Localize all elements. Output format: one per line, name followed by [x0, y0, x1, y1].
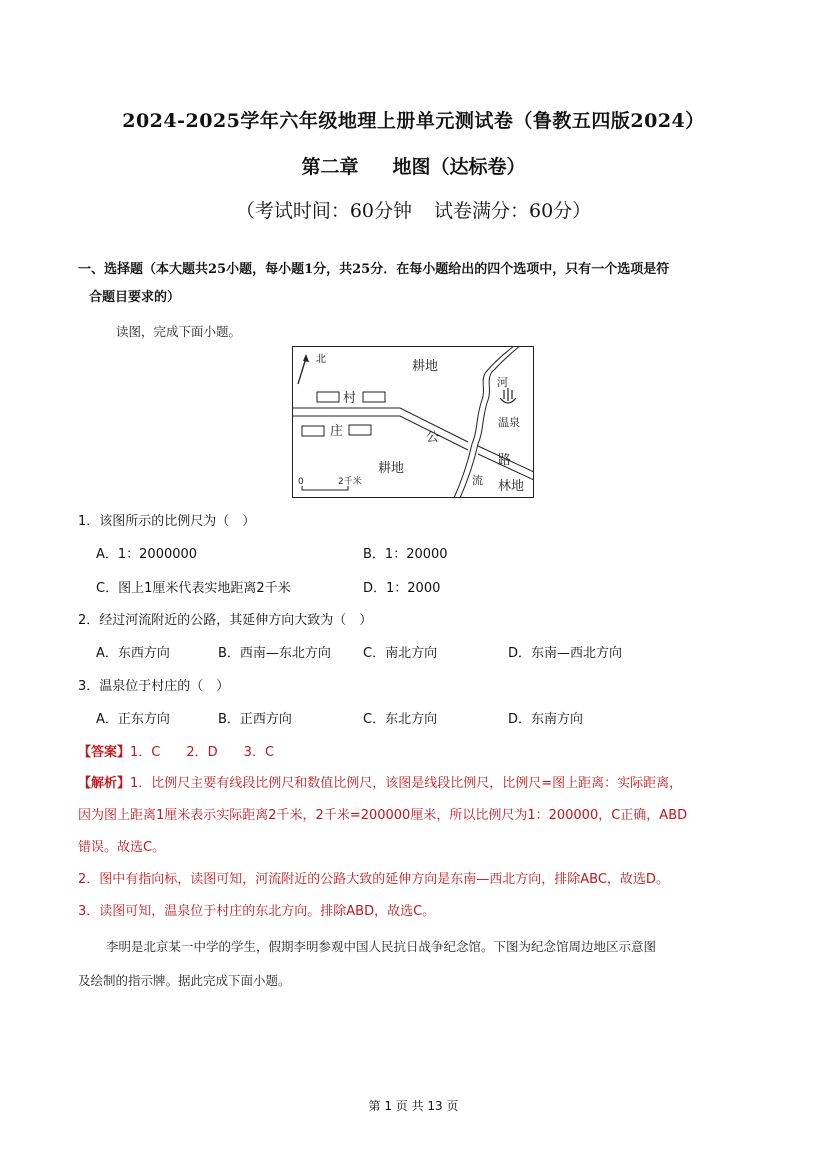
answer-label: 【答案】 — [78, 745, 131, 760]
page-footer: 第 1 页 共 13 页 — [368, 1099, 459, 1113]
section-heading-line2: 合题目要求的） — [89, 290, 181, 305]
scale-distance-label: 2千米 — [338, 477, 362, 487]
analysis-line-5: 3．读图可知，温泉位于村庄的东北方向。排除ABD，故选C。 — [78, 904, 436, 919]
village-house-4 — [349, 425, 371, 435]
question-3: 3．温泉位于村庄的（ ） — [78, 679, 230, 694]
q1-option-a: A．1：2000000 — [96, 547, 198, 562]
north-label: 北 — [316, 354, 326, 365]
scale-zero-label: 0 — [298, 477, 304, 487]
exam-score: 试卷满分：60分） — [434, 200, 592, 222]
village-house-3 — [302, 426, 324, 436]
exam-time: （考试时间：60分钟 — [235, 200, 412, 222]
answer-line — [78, 741, 274, 760]
analysis-label: 【解析】 — [78, 776, 131, 791]
map-label-village-2: 庄 — [330, 424, 344, 439]
next-intro-line-1: 李明是北京某一中学的学生，假期李明参观中国人民抗日战争纪念馆。下图为纪念馆周边地区示意图 — [106, 939, 657, 954]
map-label-farmland-top: 耕地 — [412, 359, 439, 374]
q2-option-c: C．南北方向 — [363, 646, 438, 661]
q1-option-b: B．1：20000 — [363, 547, 448, 562]
next-intro-line-2: 及绘制的指示牌。据此完成下面小题。 — [78, 973, 291, 988]
analysis-line-4: 2．图中有指向标，读图可知，河流附近的公路大致的延伸方向是东南—西北方向，排除ABC，故选D。 — [78, 872, 669, 887]
q2-option-d: D．东南—西北方向 — [508, 646, 623, 661]
answer-1: 1．C — [130, 745, 161, 760]
chapter-title — [0, 152, 827, 179]
q3-option-c: C．东北方向 — [363, 712, 438, 727]
village-house-1 — [317, 392, 339, 402]
analysis-line-2: 因为图上距离1厘米表示实际距离2千米，2千米=200000厘米，所以比例尺为1：200000，C正确，ABD — [78, 808, 688, 823]
village-map — [292, 346, 534, 498]
analysis-text-1: 1．比例尺主要有线段比例尺和数值比例尺，该图是线段比例尺，比例尺=图上距离：实际距离， — [130, 776, 683, 791]
map-label-village: 村 — [343, 391, 357, 406]
intro-text: 读图，完成下面小题。 — [116, 324, 242, 339]
exam-info — [0, 196, 827, 223]
question-1: 1．该图所示的比例尺为（ ） — [78, 514, 256, 529]
q2-option-b: B．西南—东北方向 — [218, 646, 331, 661]
map-label-forest: 林地 — [498, 479, 525, 494]
map-label-road: 公 — [426, 430, 440, 445]
q2-option-a: A．东西方向 — [96, 646, 170, 661]
answer-3: 3．C — [243, 745, 275, 760]
map-label-road-2: 路 — [498, 453, 512, 468]
q3-option-d: D．东南方向 — [508, 712, 584, 727]
q1-option-d: D．1：2000 — [363, 581, 441, 596]
map-label-river-2: 流 — [472, 474, 483, 487]
answer-2: 2．D — [186, 745, 218, 760]
chapter-number: 第二章 — [301, 156, 359, 178]
section-heading-line1: 一、选择题（本大题共25小题，每小题1分，共25分．在每小题给出的四个选项中，只有一个选项是符 — [78, 262, 670, 277]
q3-option-b: B．正西方向 — [218, 712, 292, 727]
analysis-line-3: 错误。故选C。 — [78, 840, 166, 855]
map-label-hot-spring: 温泉 — [498, 416, 520, 429]
next-intro — [78, 930, 758, 998]
question-2: 2．经过河流附近的公路，其延伸方向大致为（ ） — [78, 613, 373, 628]
chapter-name: 地图（达标卷） — [392, 156, 526, 178]
q3-option-a: A．正东方向 — [96, 712, 170, 727]
map-label-river: 河 — [497, 376, 508, 389]
village-house-2 — [363, 392, 385, 402]
q1-option-c: C．图上1厘米代表实地距离2千米 — [96, 581, 291, 596]
map-label-farmland-bottom: 耕地 — [378, 461, 405, 476]
analysis-block — [78, 768, 758, 928]
exam-title: 2024-2025学年六年级地理上册单元测试卷（鲁教五四版2024） — [122, 110, 705, 132]
section-heading — [78, 256, 758, 312]
analysis-line-1 — [78, 768, 758, 800]
